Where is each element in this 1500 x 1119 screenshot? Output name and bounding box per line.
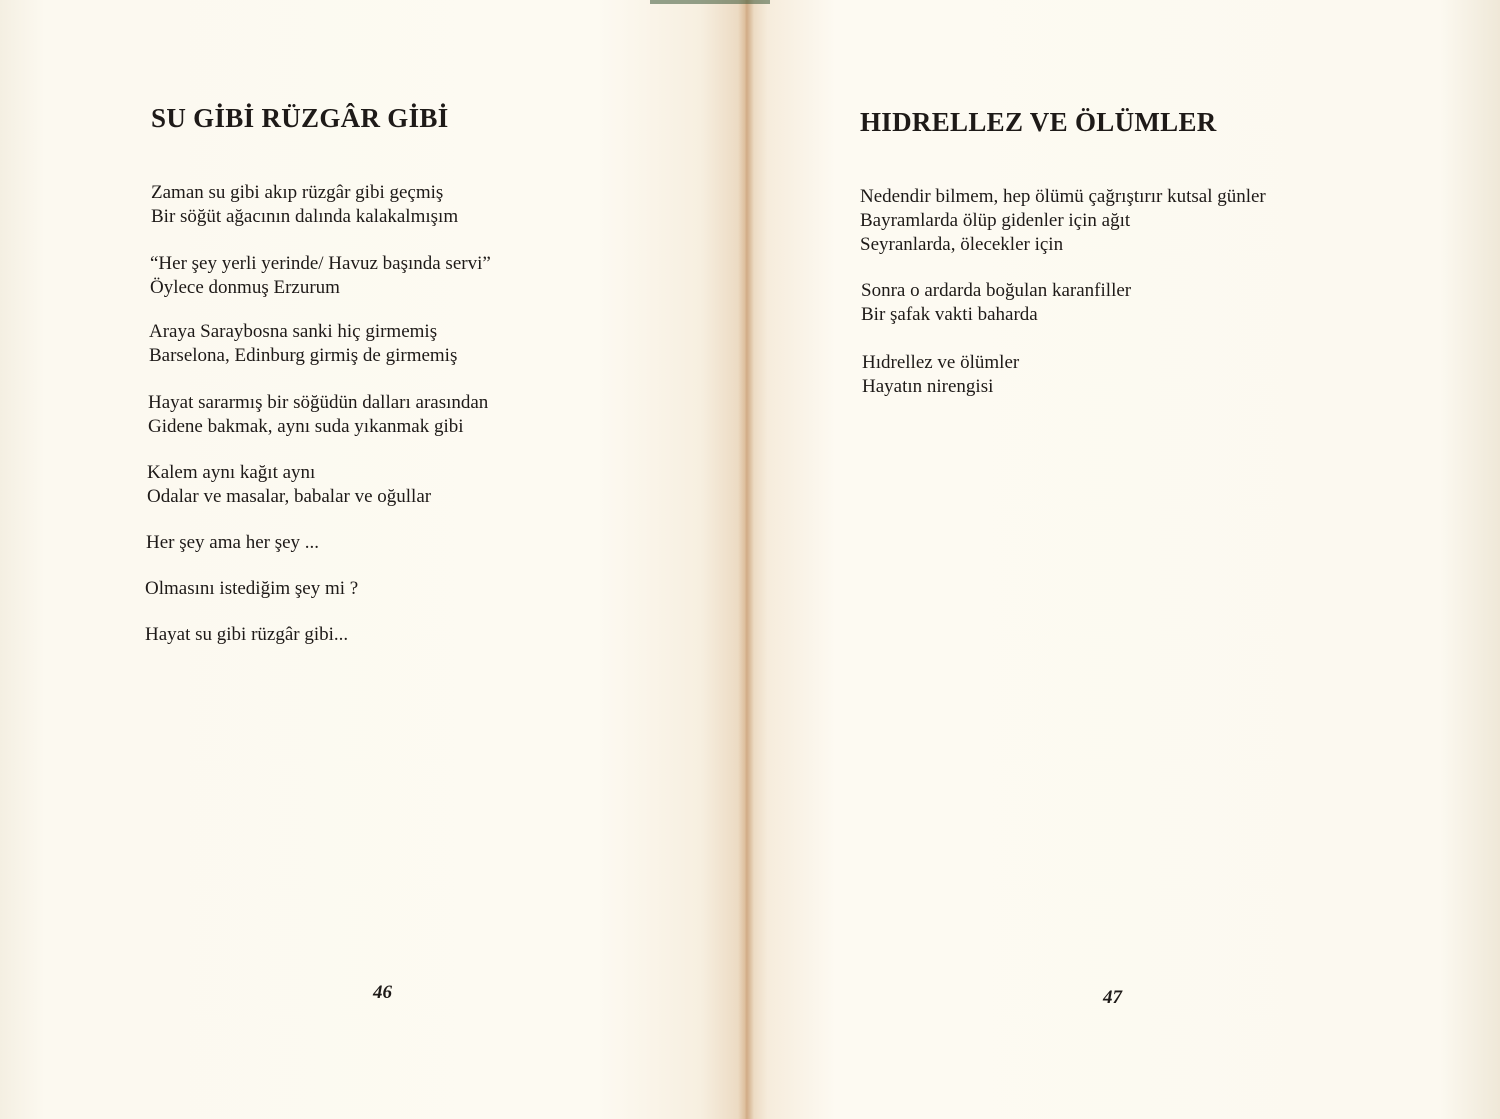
stanza-3-left <box>149 320 457 368</box>
stanza-5-left <box>147 461 431 509</box>
stanza-1-right <box>860 185 1266 257</box>
page-number-left: 46 <box>373 982 392 1003</box>
stanza-3-right <box>862 351 1019 399</box>
poem-line: “Her şey yerli yerinde/ Havuz başında servi” <box>150 253 491 274</box>
poem-line: Araya Saraybosna sanki hiç girmemiş <box>149 321 438 342</box>
stanza-4-left <box>148 391 488 439</box>
stanza-1-left <box>151 181 458 229</box>
poem-line: Bayramlarda ölüp gidenler için ağıt <box>860 210 1131 231</box>
page-number-right: 47 <box>1103 987 1122 1008</box>
poem-line: Hayatın nirengisi <box>862 376 994 397</box>
poem-line: Barselona, Edinburg girmiş de girmemiş <box>149 345 458 366</box>
right-page <box>745 0 1500 1119</box>
poem-line: Bir şafak vakti baharda <box>861 304 1038 325</box>
poem-line: Bir söğüt ağacının dalında kalakalmışım <box>151 206 459 227</box>
poem-line: Sonra o ardarda boğulan karanfiller <box>861 280 1132 301</box>
poem-line: Gidene bakmak, aynı suda yıkanmak gibi <box>148 416 464 437</box>
poem-line: Hıdrellez ve ölümler <box>862 352 1020 373</box>
poem-line: Zaman su gibi akıp rüzgâr gibi geçmiş <box>151 182 444 203</box>
poem-line: Her şey ama her şey ... <box>146 532 320 553</box>
stanza-7-left <box>145 577 358 601</box>
poem-line: Nedendir bilmem, hep ölümü çağrıştırır kutsal günler <box>860 186 1266 207</box>
poem-line: Hayat su gibi rüzgâr gibi... <box>145 624 349 645</box>
stanza-8-left <box>145 623 348 647</box>
poem-title-left: SU GİBİ RÜZGÂR GİBİ <box>151 103 449 133</box>
poem-line: Olmasını istediğim şey mi ? <box>145 578 359 599</box>
left-page <box>0 0 745 1119</box>
stanza-6-left <box>146 531 319 555</box>
poem-line: Hayat sararmış bir söğüdün dalları arasından <box>148 392 489 413</box>
poem-title-right: HIDRELLEZ VE ÖLÜMLER <box>860 107 1217 137</box>
book-cover-edge <box>650 0 770 4</box>
stanza-2-left <box>150 252 491 300</box>
poem-line: Öylece donmuş Erzurum <box>150 277 340 298</box>
stanza-2-right <box>861 279 1131 327</box>
poem-line: Seyranlarda, ölecekler için <box>860 234 1064 255</box>
poem-line: Kalem aynı kağıt aynı <box>147 462 316 483</box>
poem-line: Odalar ve masalar, babalar ve oğullar <box>147 486 432 507</box>
book-gutter <box>738 0 754 1119</box>
